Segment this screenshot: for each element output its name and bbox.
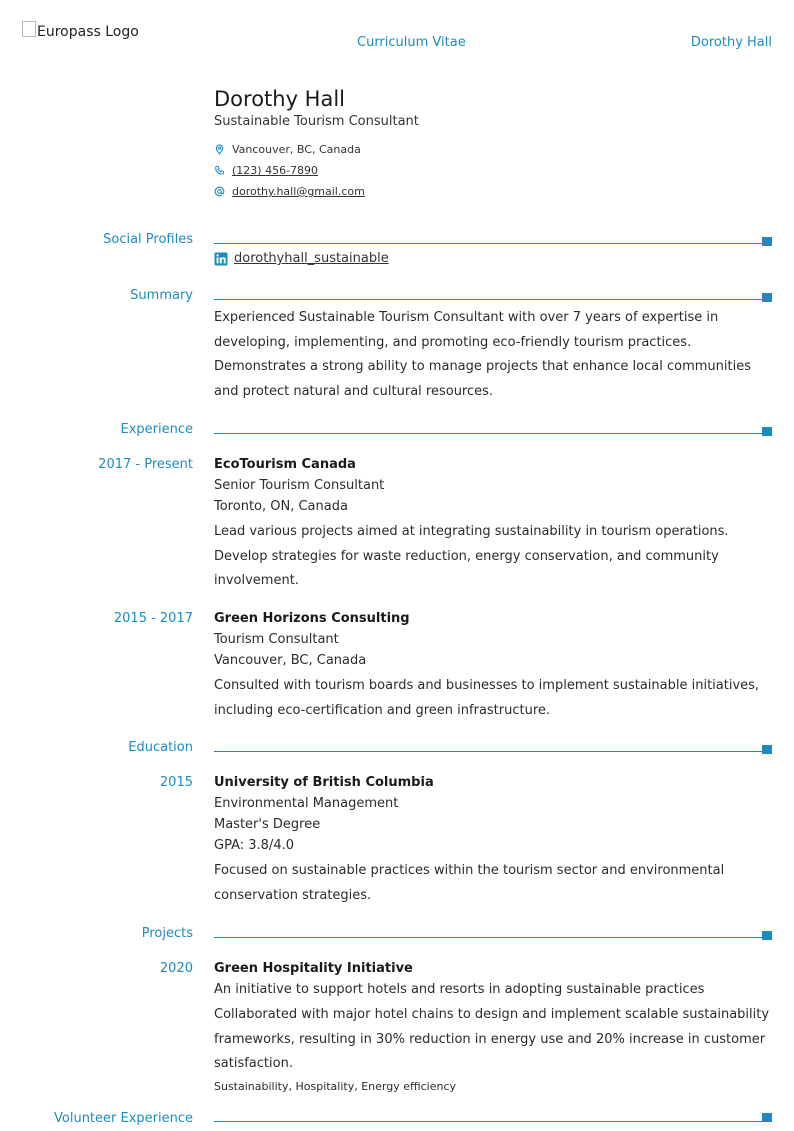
job-role: Tourism Consultant — [214, 632, 339, 647]
contact-list — [214, 139, 419, 202]
institution-name: University of British Columbia — [214, 775, 434, 790]
at-sign-icon — [214, 186, 232, 197]
entry-body — [214, 608, 770, 723]
job-description: Consulted with tourism boards and businesses to implement sustainable initiatives, including eco-certification and green infrastructure. — [214, 678, 760, 718]
person-name: Dorothy Hall — [214, 87, 346, 111]
section-summary — [0, 288, 794, 308]
entry-dates: 2017 - Present — [98, 457, 193, 472]
section-experience — [0, 422, 794, 442]
project-tags: Sustainability, Hospitality, Energy efficiency — [214, 1079, 457, 1093]
job-location: Toronto, ON, Canada — [214, 499, 348, 514]
linkedin-profile — [214, 251, 389, 266]
entry-year: 2020 — [159, 961, 193, 976]
section-divider — [214, 433, 768, 434]
entry-body — [214, 454, 770, 594]
entry-body — [214, 772, 770, 908]
entry-dates: 2015 - 2017 — [113, 611, 193, 626]
header-doc-name: Dorothy Hall — [690, 35, 772, 50]
education-description: Focused on sustainable practices within the tourism sector and environmental conservation strategies. — [214, 863, 725, 903]
section-divider — [214, 1121, 768, 1122]
company-name: EcoTourism Canada — [214, 457, 356, 472]
section-label: Experience — [120, 422, 193, 437]
logo-alt-text: Europass Logo — [37, 24, 139, 40]
linkedin-link[interactable]: dorothyhall_sustainable — [234, 251, 389, 266]
section-marker — [762, 427, 772, 436]
section-label: Education — [128, 740, 193, 755]
job-description: Lead various projects aimed at integrating sustainability in tourism operations. Develop strategies for waste reduction, energy conservation, and community involvement. — [214, 524, 729, 588]
section-projects — [0, 926, 794, 946]
section-social-profiles — [0, 232, 794, 252]
contact-location — [214, 139, 419, 160]
section-divider — [214, 243, 768, 244]
personal-info — [214, 86, 419, 202]
entry-year: 2015 — [159, 775, 193, 790]
section-volunteer-experience — [0, 1111, 794, 1131]
europass-logo — [22, 24, 139, 40]
project-name: Green Hospitality Initiative — [214, 961, 413, 976]
section-marker — [762, 237, 772, 246]
header-doc-title: Curriculum Vitae — [357, 35, 466, 50]
broken-image-icon — [22, 21, 36, 37]
section-education — [0, 740, 794, 760]
job-location: Vancouver, BC, Canada — [214, 653, 367, 668]
phone-link[interactable]: (123) 456-7890 — [232, 164, 319, 177]
project-description: Collaborated with major hotel chains to design and implement scalable sustainability frameworks, resulting in 30% reduction in energy use and 20% increase in customer satisfaction. — [214, 1007, 770, 1071]
section-marker — [762, 293, 772, 302]
section-divider — [214, 299, 768, 300]
email-link[interactable]: dorothy.hall@gmail.com — [232, 185, 365, 198]
contact-email — [214, 181, 419, 202]
project-subtitle: An initiative to support hotels and resorts in adopting sustainable practices — [214, 982, 705, 997]
section-label: Projects — [141, 926, 193, 941]
section-label: Summary — [130, 288, 193, 303]
section-marker — [762, 931, 772, 940]
location-text: Vancouver, BC, Canada — [232, 143, 361, 156]
section-divider — [214, 937, 768, 938]
section-label: Volunteer Experience — [54, 1111, 193, 1126]
section-label: Social Profiles — [103, 232, 193, 247]
section-divider — [214, 751, 768, 752]
company-name: Green Horizons Consulting — [214, 611, 410, 626]
gpa: GPA: 3.8/4.0 — [214, 838, 294, 853]
section-marker — [762, 1113, 772, 1122]
degree: Master's Degree — [214, 817, 321, 832]
person-title: Sustainable Tourism Consultant — [214, 114, 419, 129]
entry-body — [214, 958, 770, 1095]
summary-text: Experienced Sustainable Tourism Consultant with over 7 years of expertise in developing, implementing, and promoting eco-friendly tourism practices. Demonstrates a strong ability to manage projects that enhance local communities and protect natural and cultural resources. — [214, 310, 751, 399]
job-role: Senior Tourism Consultant — [214, 478, 385, 493]
phone-icon — [214, 165, 232, 176]
field-of-study: Environmental Management — [214, 796, 399, 811]
linkedin-icon — [214, 252, 228, 266]
location-pin-icon — [214, 144, 232, 155]
section-marker — [762, 745, 772, 754]
contact-phone — [214, 160, 419, 181]
